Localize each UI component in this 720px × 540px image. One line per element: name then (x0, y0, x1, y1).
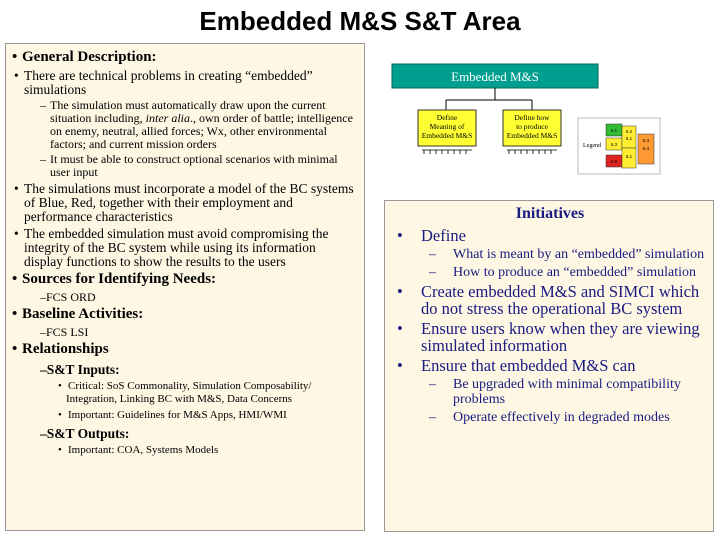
legend-code: 6.5 (610, 159, 618, 164)
description-panel (5, 43, 365, 531)
init-define-1: – What is meant by an “embedded” simulation (429, 247, 705, 262)
dash-icon: – (429, 265, 436, 280)
init-ensure-users: • Ensure users know when they are viewing simulated information (397, 319, 700, 355)
init-define: • Define (397, 226, 466, 245)
page-title: Embedded M&S S&T Area (199, 6, 521, 36)
legend-code: 6.3 (642, 138, 650, 143)
child2-line2: to produce (516, 122, 548, 131)
initiatives-panel (384, 200, 714, 532)
bullet-icon: • (58, 444, 62, 456)
bullet-icon: • (58, 380, 62, 392)
relationships-heading: • Relationships (12, 341, 109, 357)
bullet-incorporate-model: • The simulations must incorporate a model of the BC systems of Blue, Red, together with their employment and performance characteristics (14, 181, 354, 224)
bullet-icon: • (14, 226, 19, 241)
child1-ticks (422, 150, 472, 154)
bullet-icon: • (397, 319, 403, 338)
dash-icon: – (429, 377, 436, 392)
org-diagram (390, 62, 710, 192)
child2-line1: Define how (514, 113, 550, 122)
init-define-2: – How to produce an “embedded” simulation (429, 265, 696, 280)
st-inputs-heading: –S&T Inputs: (40, 362, 120, 377)
legend-code: 6.3 (610, 142, 618, 147)
bullet-icon: • (397, 356, 403, 375)
st-outputs-heading: –S&T Outputs: (40, 426, 130, 441)
init-create: • Create embedded M&S and SIMCI which do not stress the operational BC system (397, 282, 700, 318)
legend-code: 6.1 (625, 154, 633, 159)
legend-code: 6.1 (625, 136, 633, 141)
dash-icon: – (40, 426, 47, 441)
bullet-icon: • (12, 49, 18, 65)
dash-icon: – (429, 247, 436, 262)
child2-ticks (507, 150, 557, 154)
baseline-heading: • Baseline Activities: (12, 306, 144, 322)
init-ensure-2: – Operate effectively in degraded modes (429, 410, 670, 425)
bullet-icon: • (12, 306, 18, 322)
child1-line2: Meaning of (429, 122, 465, 131)
output-important: • Important: COA, Systems Models (58, 444, 219, 456)
child1-line1: Define (436, 113, 458, 122)
child2-line3: Embedded M&S (506, 131, 558, 140)
baseline-item: –FCS LSI (40, 325, 89, 339)
sources-item: –FCS ORD (40, 290, 96, 304)
dash-icon: – (40, 152, 46, 166)
sub-current-situation: – The simulation must automatically draw upon the current situation including, inter alia., own order of battle; intelligence on enemy, neutral, allied forces; Wx, other environmental factors; and current mission orders (40, 98, 353, 151)
child1-line3: Embedded M&S (421, 131, 473, 140)
dash-icon: – (40, 362, 47, 377)
dash-icon: – (40, 290, 46, 304)
bullet-icon: • (12, 341, 18, 357)
dash-icon: – (40, 98, 46, 112)
legend-code: 6.4 (642, 146, 650, 151)
initiatives-title: Initiatives (515, 205, 585, 222)
sub-optional-scenarios: – It must be able to construct optional scenarios with minimal user input (40, 152, 338, 179)
sources-heading: • Sources for Identifying Needs: (12, 271, 217, 287)
bullet-icon: • (12, 271, 18, 287)
dash-icon: – (429, 410, 436, 425)
dash-icon: – (40, 325, 46, 339)
legend-code: 6.1 (610, 128, 618, 133)
bullet-icon: • (58, 409, 62, 421)
input-critical: • Critical: SoS Commonality, Simulation Composability/ Integration, Linking BC with M&S, Data Concerns (58, 380, 312, 405)
legend-label: Legend (583, 143, 601, 149)
init-ensure-ms: • Ensure that embedded M&S can (397, 356, 636, 375)
bullet-icon: • (397, 226, 403, 245)
bullet-technical-problems: • There are technical problems in creating “embedded” simulations (14, 68, 313, 97)
general-description-heading: • General Description: (12, 49, 157, 65)
bullet-icon: • (397, 282, 403, 301)
input-important: • Important: Guidelines for M&S Apps, HMI/WMI (58, 409, 287, 421)
bullet-icon: • (14, 68, 19, 83)
init-ensure-1: – Be upgraded with minimal compatibility problems (429, 377, 681, 407)
bullet-icon: • (14, 181, 19, 196)
diagram-top-label: Embedded M&S (451, 69, 539, 84)
legend-code: 6.2 (625, 129, 633, 134)
bullet-avoid-compromise: • The embedded simulation must avoid compromising the integrity of the BC system while using its information display functions to show the results to the users (14, 226, 329, 269)
